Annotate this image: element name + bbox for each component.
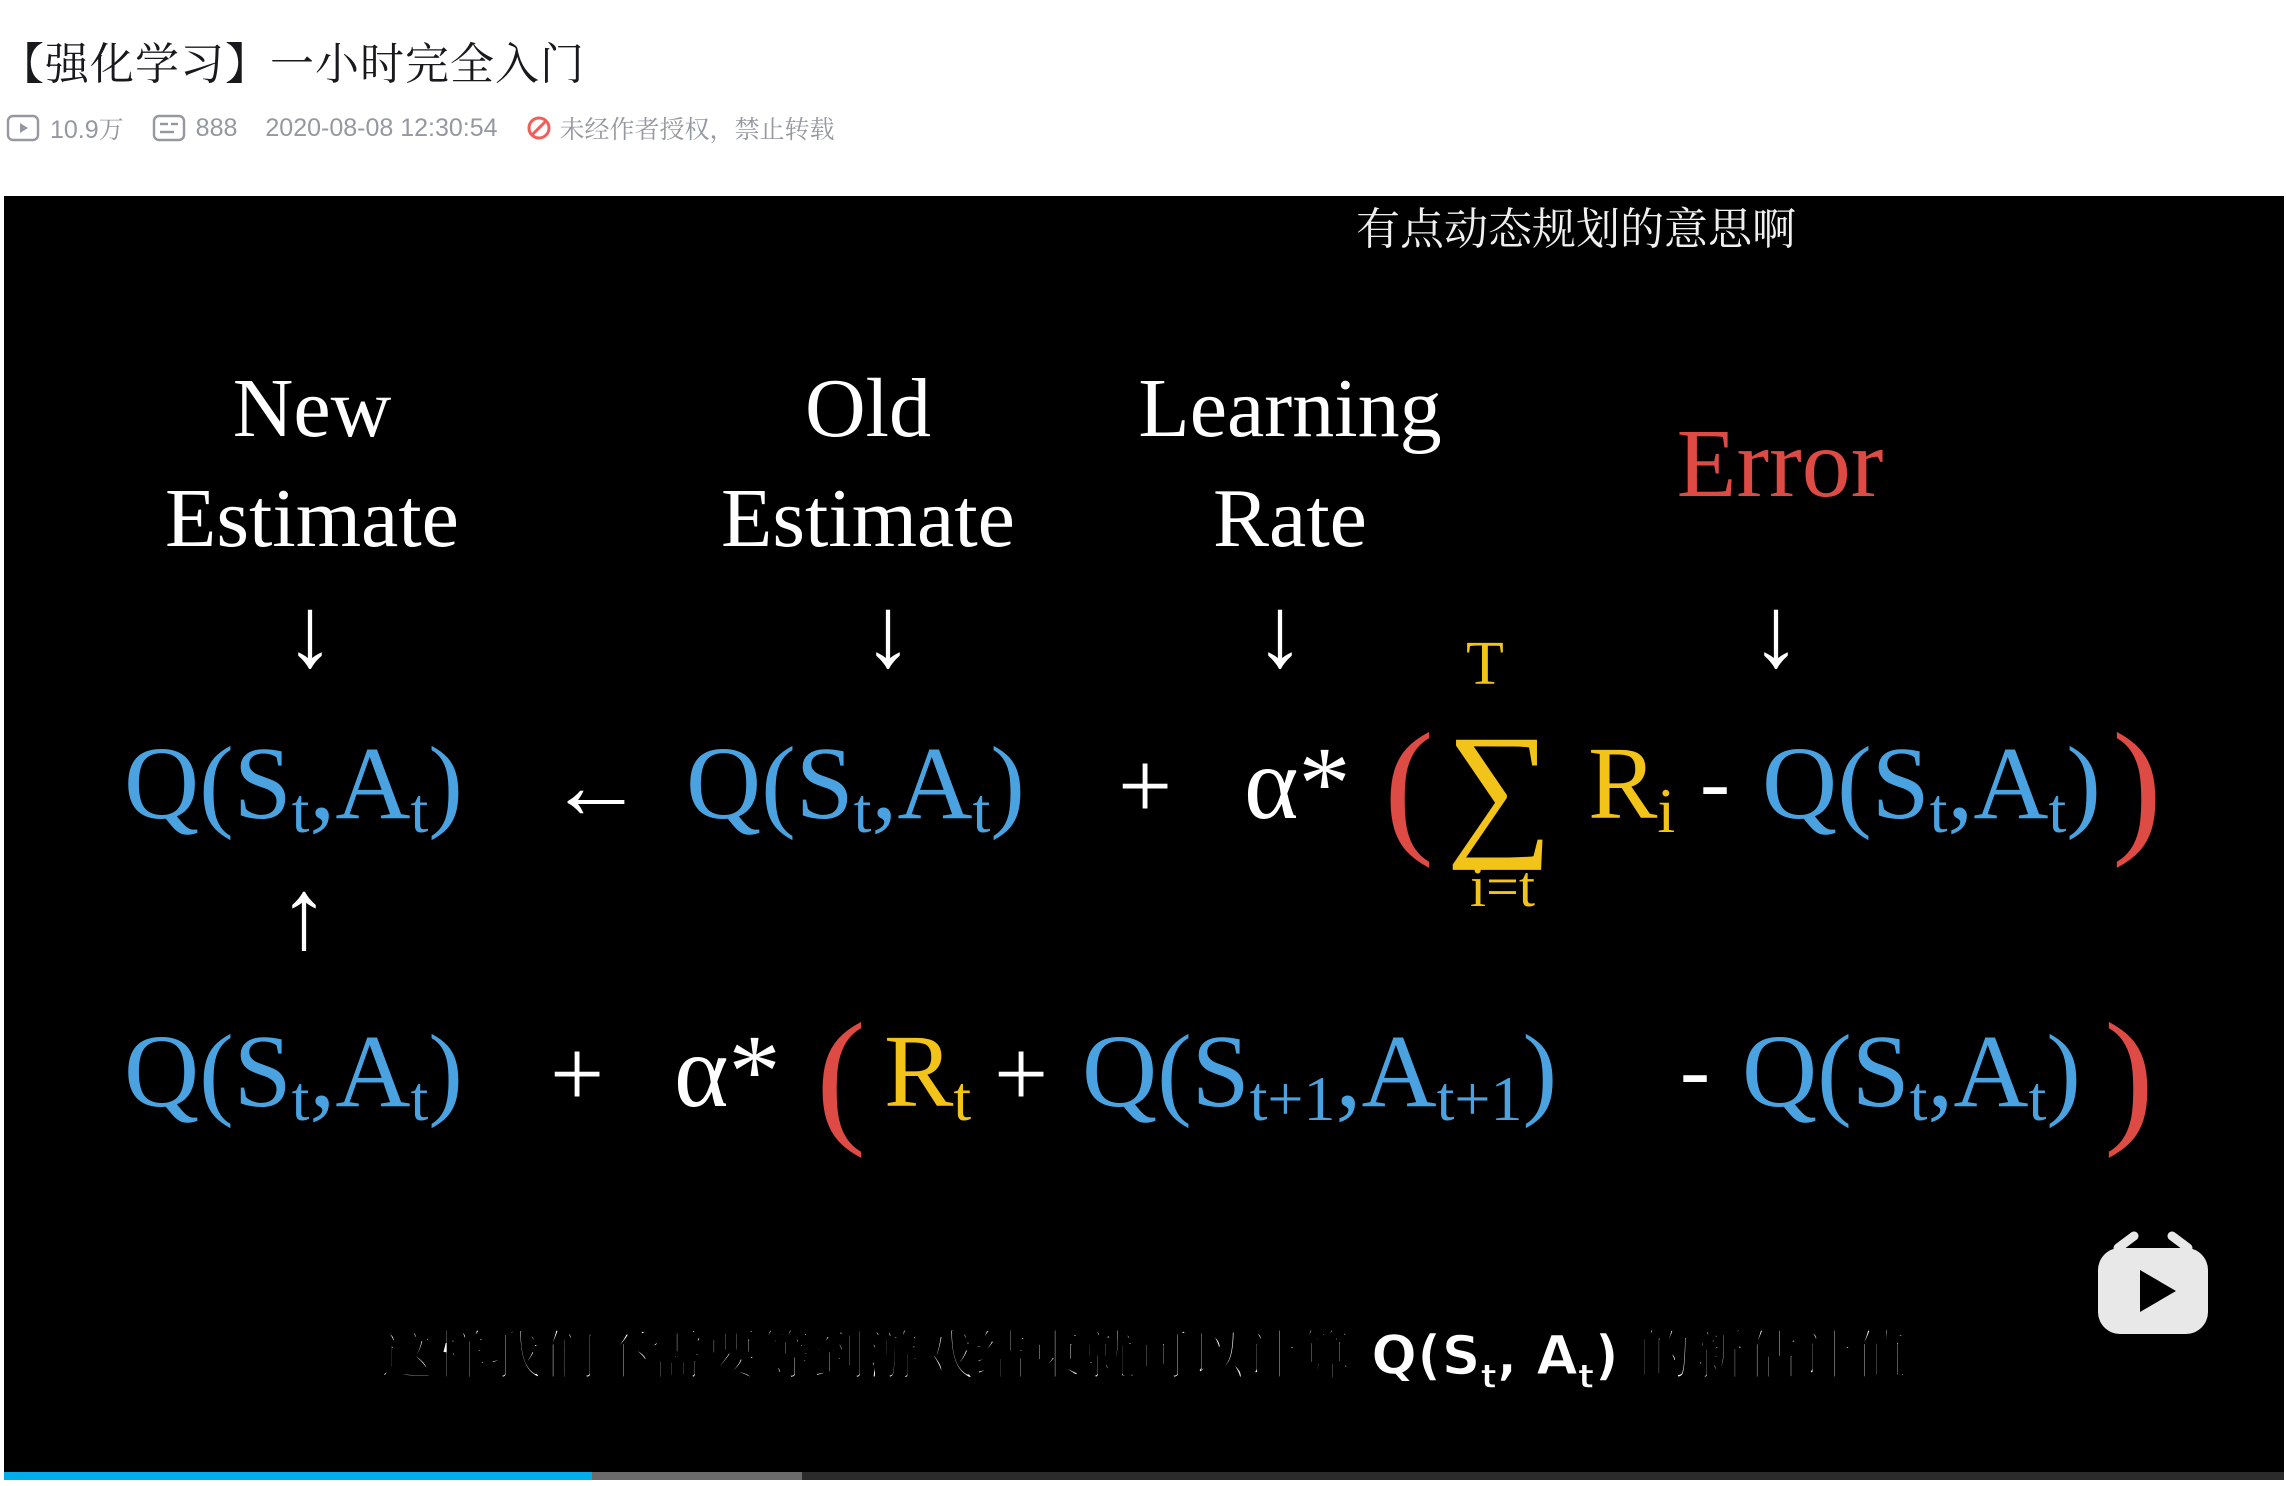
eq2-next-q: Q(St+1,At+1) (1082, 1014, 1558, 1134)
eq1-sum-lower: i=t (1470, 854, 1535, 919)
eq2-open-paren: ( (816, 993, 866, 1159)
arrow-down-new: ↓ (285, 577, 335, 688)
label-rate: Rate (1213, 472, 1367, 565)
eq1-reward: Ri (1588, 726, 1676, 846)
arrow-down-old: ↓ (863, 577, 913, 688)
label-new: New (232, 362, 392, 455)
danmaku-count (152, 114, 238, 143)
eq2-alpha: α* (674, 1014, 781, 1129)
eq1-open-paren: ( (1384, 703, 1434, 869)
eq2-plus: + (550, 1020, 605, 1127)
publish-time-text: 2020-08-08 12:30:54 (265, 113, 498, 142)
eq1-plus: + (1118, 732, 1173, 839)
progress-played[interactable] (4, 1472, 592, 1480)
label-old: Old (805, 362, 931, 455)
eq2-reward: Rt (884, 1014, 972, 1134)
eq1-assign-arrow: ← (548, 732, 644, 839)
danmaku-comment: 有点动态规划的意思啊 (1356, 204, 1796, 255)
arrow-down-lr: ↓ (1255, 577, 1305, 688)
publish-time (265, 114, 497, 143)
view-count-text: 10.9万 (50, 116, 124, 144)
equation-td (124, 993, 2154, 1159)
bilibili-tv-icon (2098, 1236, 2208, 1334)
label-old-estimate: Estimate (721, 472, 1015, 565)
progress-bar[interactable] (4, 1472, 2284, 1480)
danmaku-icon (152, 114, 186, 142)
eq2-old-q: Q(St,At) (124, 1014, 463, 1134)
eq2-current-q: Q(St,At) (1742, 1014, 2081, 1134)
eq2-minus: - (1680, 1021, 1710, 1120)
eq2-close-paren: ) (2104, 993, 2154, 1159)
label-new-estimate: Estimate (165, 472, 459, 565)
copyright-notice (526, 110, 835, 146)
danmaku-count-text: 888 (195, 113, 238, 142)
video-player[interactable] (4, 196, 2284, 1480)
eq1-sum-upper: T (1466, 630, 1504, 698)
copyright-notice-text: 未经作者授权，禁止转载 (559, 116, 835, 144)
eq1-old-q: Q(St,At) (686, 726, 1025, 846)
eq2-plus-next: + (994, 1020, 1049, 1127)
arrow-down-error: ↓ (1751, 577, 1801, 688)
subtitle-text: 这样我们不需要等到游戏结束就可以计算 $Q(S_t$, $A_t$) 的新估计值 (380, 1324, 1908, 1397)
view-count (6, 110, 124, 146)
label-error: Error (1676, 410, 1884, 518)
video-meta-row (6, 108, 835, 148)
equation-monte-carlo (124, 630, 2162, 919)
eq1-new-q: Q(St,At) (124, 726, 463, 846)
video-frame (4, 196, 2284, 1480)
eq1-sigma: ∑ (1446, 705, 1553, 871)
eq1-current-q: Q(St,At) (1762, 726, 2101, 846)
arrow-up: ↑ (279, 859, 329, 970)
no-repost-icon (526, 115, 552, 141)
label-learning: Learning (1138, 362, 1442, 455)
eq1-minus: - (1700, 733, 1730, 832)
eq1-alpha: α* (1244, 726, 1351, 841)
video-title: 【强化学习】一小时完全入门 (0, 39, 585, 90)
play-count-icon (6, 114, 40, 142)
eq1-close-paren: ) (2112, 703, 2162, 869)
